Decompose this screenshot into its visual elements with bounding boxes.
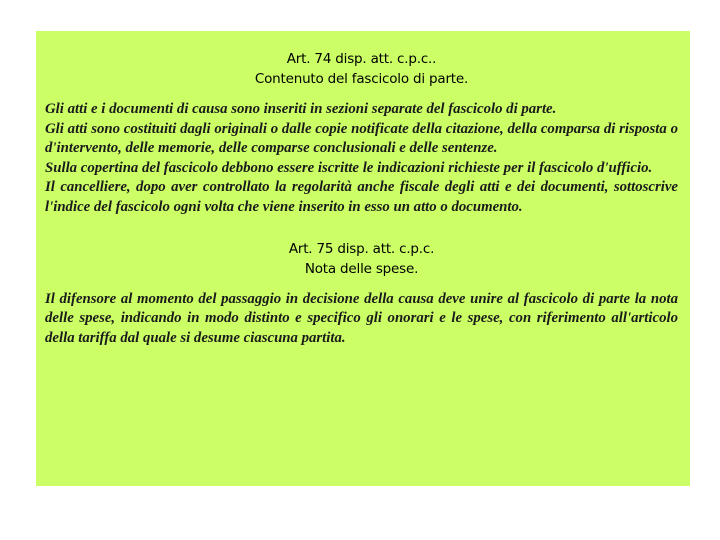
article-74-paragraph: Gli atti sono costituiti dagli originali o dalle copie notificate della citazione, della comparsa di risposta o d'intervento, delle memorie, delle comparse conclusionali e delle sentenze. — [45, 120, 678, 157]
article-75-subtitle: Nota delle spese. — [304, 260, 419, 277]
article-74-paragraph: Sulla copertina del fascicolo debbono essere iscritte le indicazioni richieste per il fascicolo d'ufficio. — [45, 159, 653, 176]
article-75-title: Art. 75 disp. att. c.p.c. — [288, 240, 435, 257]
article-74-heading — [45, 49, 678, 89]
article-75-body — [45, 290, 678, 349]
article-75-heading — [45, 239, 678, 279]
article-74-body — [45, 100, 678, 218]
article-74-title: Art. 74 disp. att. c.p.c.. — [286, 51, 437, 67]
text-panel — [36, 31, 690, 486]
article-74-paragraph: Il cancelliere, dopo aver controllato la regolarità anche fiscale degli atti e dei documenti, sottoscrive l'indice del fascicolo ogni volta che viene inserito in esso un atto o documento. — [45, 179, 678, 215]
article-74-paragraph: Gli atti e i documenti di causa sono inseriti in sezioni separate del fascicolo di parte. — [45, 101, 557, 117]
article-74-subtitle: Contenuto del fascicolo di parte. — [254, 71, 469, 87]
article-75-paragraph: Il difensore al momento del passaggio in decisione della causa deve unire al fascicolo di parte la nota delle spese, indicando in modo distinto e specifico gli onorari e le spese, con riferimento all'articolo della tariffa dal quale si desume ciascuna partita. — [45, 290, 678, 346]
